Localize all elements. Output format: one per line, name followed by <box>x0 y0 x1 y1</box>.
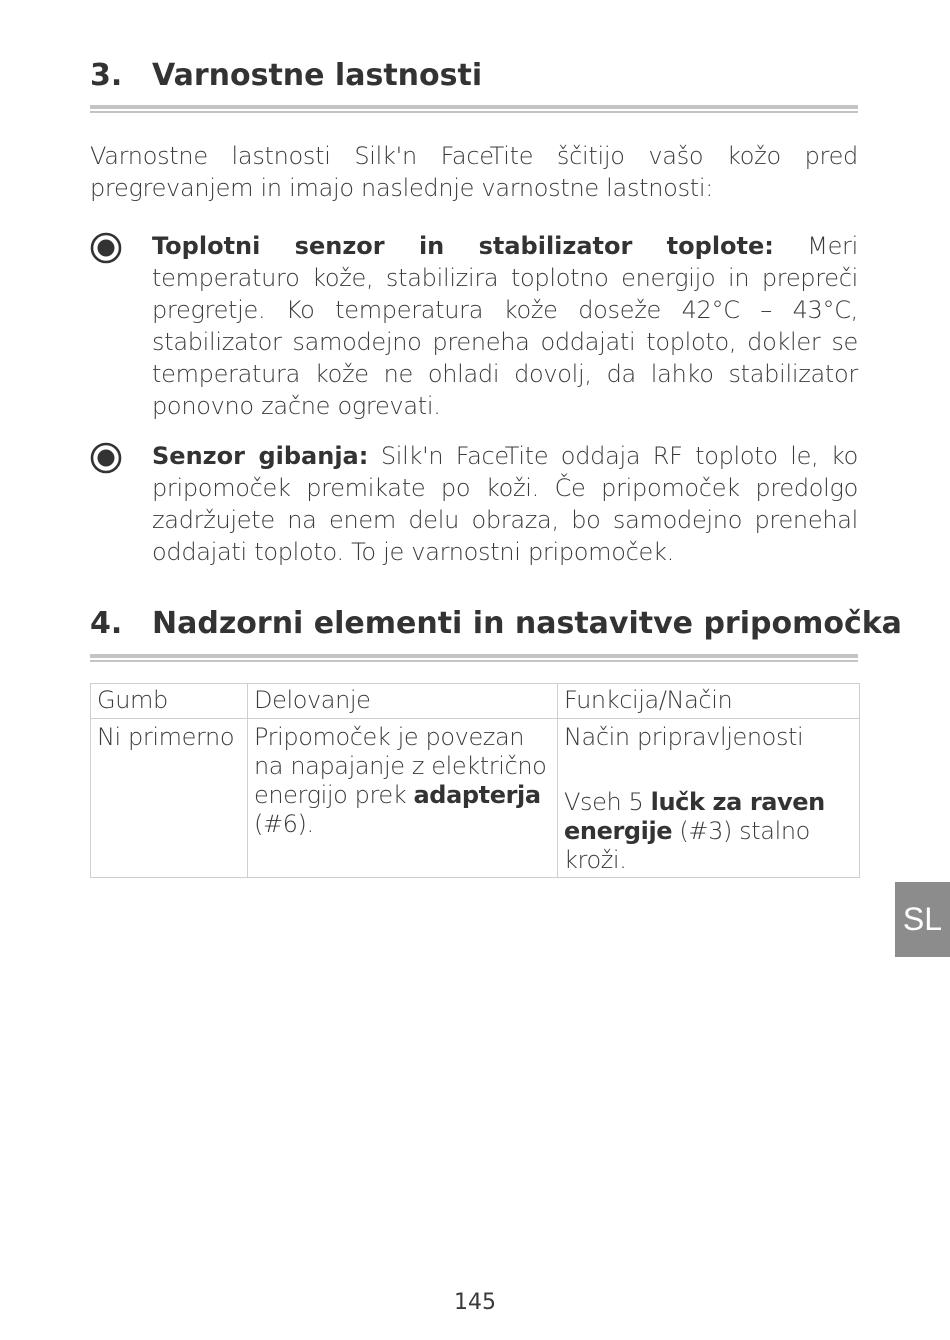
controls-table <box>90 683 860 878</box>
section-3-intro: Varnostne lastnosti Silk'n FaceTite ščitijo vašo kožo pred pregrevanjem in imajo naslednje varnostne lastnosti: <box>90 142 858 202</box>
section-4-number: 4. <box>90 606 123 641</box>
section-4-heading <box>90 606 902 641</box>
table-header-cell: Funkcija/Način <box>558 684 860 719</box>
table-header-cell: Gumb <box>91 684 248 719</box>
function-mode-name: Način pripravljenosti <box>564 723 804 751</box>
function-text-end: (#3) stalno kroži. <box>564 817 810 874</box>
table-header-cell: Delovanje <box>248 684 558 719</box>
radio-bullet-icon <box>90 232 122 264</box>
section-4-title: Nadzorni elementi in nastavitve pripomočka <box>152 606 902 641</box>
operation-text-end: (#6). <box>254 810 314 838</box>
table-row <box>91 719 860 878</box>
section-3-title: Varnostne lastnosti <box>152 58 483 93</box>
bullet-text-motion-sensor <box>152 440 858 568</box>
bullet-term-heat-sensor: Toplotni senzor in stabilizator toplote: <box>152 232 774 260</box>
bullet-desc-motion-sensor: Silk'n FaceTite oddaja RF toploto le, ko pripomoček premikate po koži. Če pripomoček predolgo zadržujete na enem delu obraza, bo samodejno prenehal oddajati toploto. To je varnostni pripomoček. <box>152 442 858 566</box>
section-3-divider <box>90 105 858 114</box>
bullet-desc-heat-sensor: Meri temperaturo kože, stabilizira toplotno energijo in prepreči pregretje. Ko temperatura kože doseže 42°C – 43°C, stabilizator samodejno preneha oddajati toploto, dokler se temperatura kože ne ohladi dovolj, da lahko stabilizator ponovno začne ogrevati. <box>152 232 858 420</box>
section-3-number: 3. <box>90 58 123 93</box>
bullet-term-motion-sensor: Senzor gibanja: <box>152 442 369 470</box>
page-number: 145 <box>454 1290 496 1315</box>
table-cell-function <box>558 719 860 878</box>
function-bold-text: lučk za raven energije <box>564 788 825 845</box>
operation-text: Pripomoček je povezan na napajanje z električno energijo prek <box>254 723 547 809</box>
language-tab: SL <box>895 882 950 957</box>
table-cell-button: Ni primerno <box>91 719 248 878</box>
function-description <box>564 788 853 875</box>
table-header-row <box>91 684 860 719</box>
function-text: Vseh 5 <box>564 788 651 816</box>
radio-bullet-icon <box>90 442 122 474</box>
section-3-heading <box>90 58 482 93</box>
section-4-divider <box>90 654 858 663</box>
operation-bold-text: adapterja <box>413 781 541 809</box>
table-cell-operation <box>248 719 558 878</box>
bullet-text-heat-sensor <box>152 230 858 422</box>
